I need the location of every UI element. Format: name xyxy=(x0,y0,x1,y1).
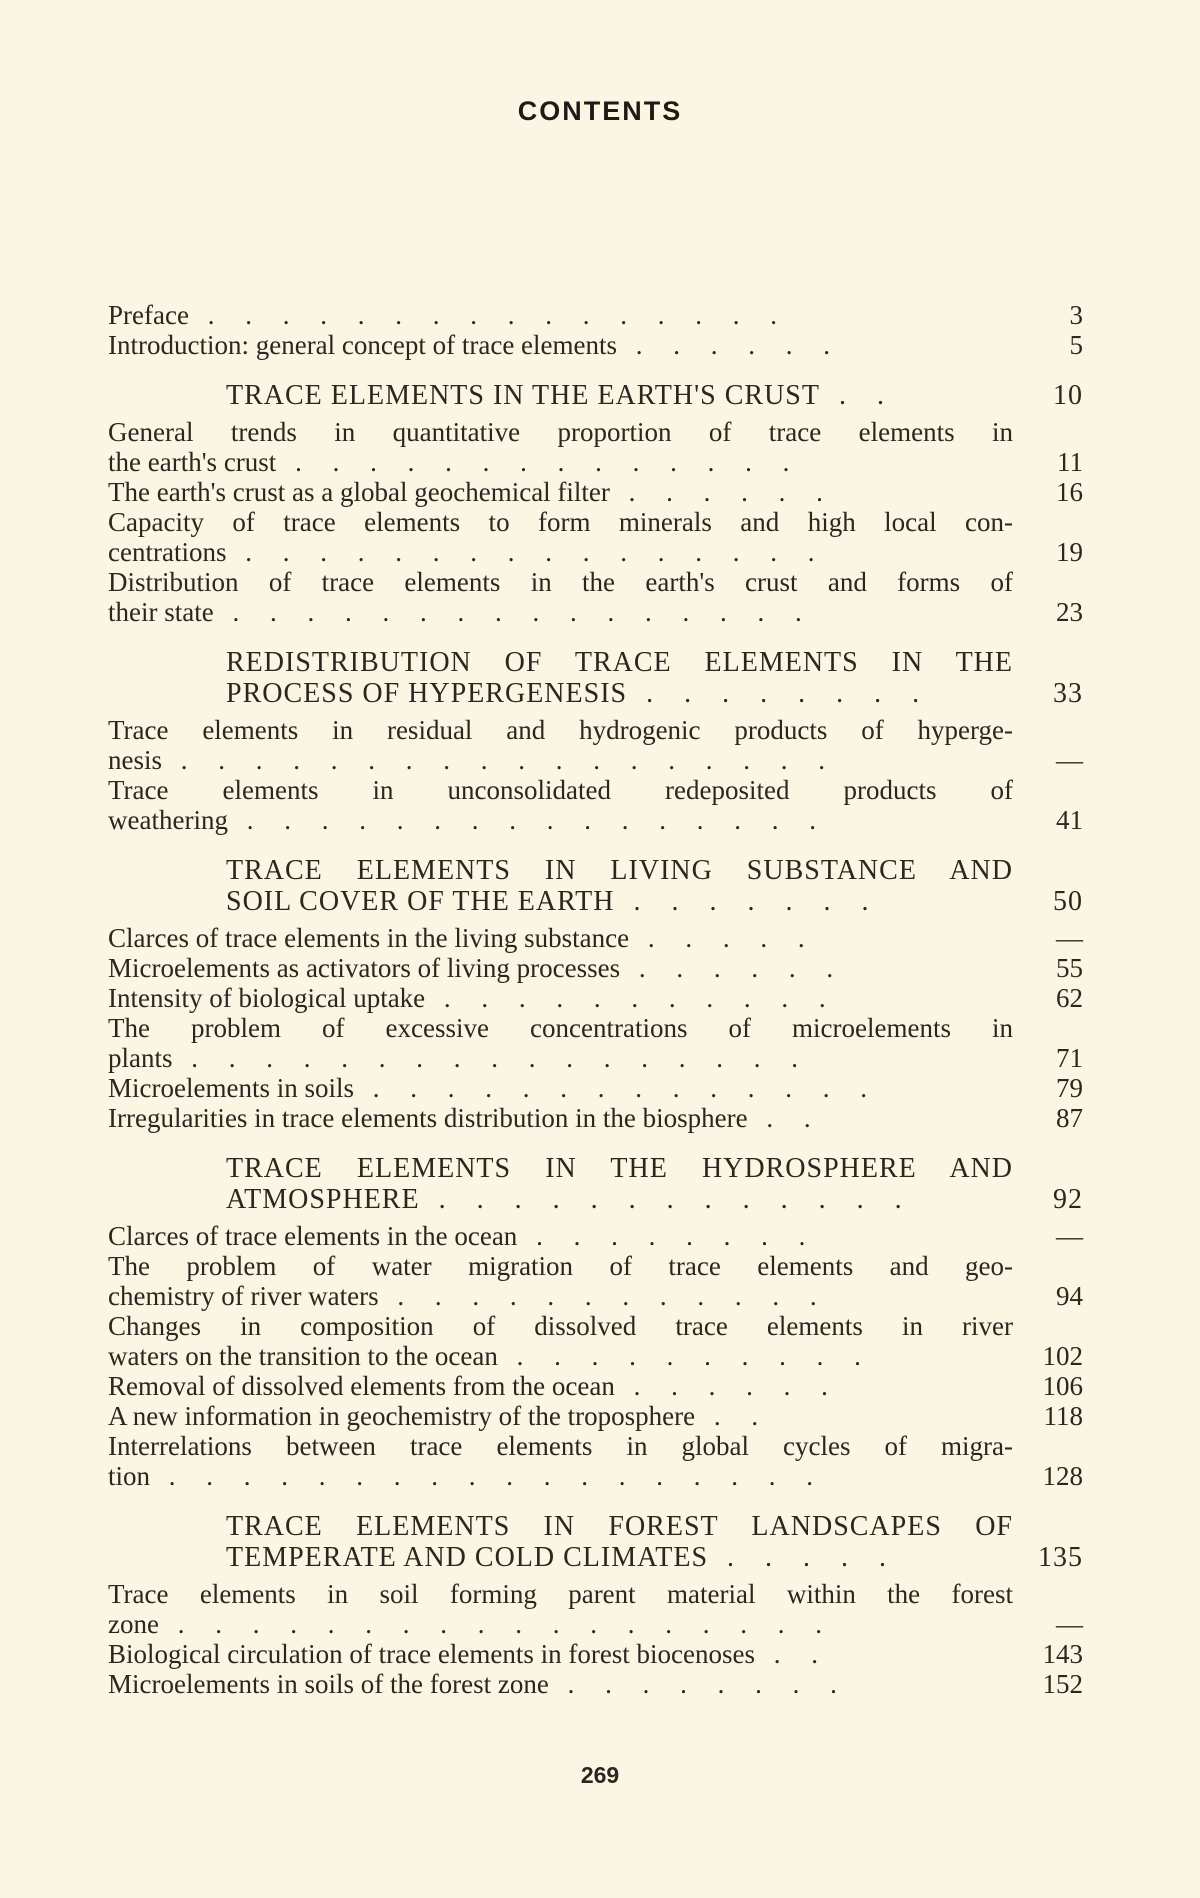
entry-text: chemistry of river waters . . . . . . . . . . . . xyxy=(108,1281,829,1311)
leader-dots: . . . . . . . . . . . . . . . . xyxy=(213,597,814,627)
toc-entry xyxy=(108,775,1083,835)
toc-entry xyxy=(108,507,1083,567)
page-ref: 10 xyxy=(1053,380,1083,411)
page-ref: 135 xyxy=(1038,1542,1083,1573)
section-heading: TRACE ELEMENTS IN THE EARTH'S CRUST . . xyxy=(226,380,896,411)
page-ref: 50 xyxy=(1053,886,1083,917)
entry-text: Trace elements in unconsolidated redeposited products of xyxy=(108,775,1013,805)
toc-section xyxy=(108,1153,1083,1491)
toc-entry xyxy=(108,1251,1083,1311)
section-heading: SOIL COVER OF THE EARTH . . . . . . . xyxy=(226,886,881,917)
page-ref: 19 xyxy=(1056,537,1083,567)
leader-dots: . . xyxy=(819,380,896,411)
entry-text: Introduction: general concept of trace elements . . . . . . xyxy=(108,330,843,360)
leader-dots: . . . . . . . . . . . . . . . . . . xyxy=(162,745,837,775)
entry-text: their state . . . . . . . . . . . . . . . . xyxy=(108,597,814,627)
page-ref: 87 xyxy=(1056,1103,1083,1133)
entry-text: Changes in composition of dissolved trace elements in river xyxy=(108,1311,1013,1341)
toc-entry xyxy=(108,1639,1083,1669)
toc-line xyxy=(108,1609,1083,1639)
leader-dots: . . xyxy=(755,1639,831,1669)
leader-dots: . . . . . . . . xyxy=(517,1221,818,1251)
entry-text: zone . . . . . . . . . . . . . . . . . . xyxy=(108,1609,834,1639)
toc-entry xyxy=(108,1013,1083,1073)
toc-line xyxy=(108,477,1083,507)
toc-line xyxy=(108,1579,1083,1609)
toc-line xyxy=(108,1371,1083,1401)
toc-section xyxy=(108,1511,1083,1699)
entry-text: the earth's crust . . . . . . . . . . . . . . xyxy=(108,447,802,477)
entry-text: Distribution of trace elements in the earth's crust and forms of xyxy=(108,567,1013,597)
leader-dots: . . . . . . xyxy=(620,953,846,983)
toc-entry xyxy=(108,300,1083,330)
toc-entry xyxy=(108,983,1083,1013)
page-ref: 152 xyxy=(1042,1669,1083,1699)
toc-line xyxy=(108,537,1083,567)
page-ref: 79 xyxy=(1056,1073,1083,1103)
page-ref: 94 xyxy=(1056,1281,1083,1311)
entry-text: The earth's crust as a global geochemical filter . . . . . . xyxy=(108,477,835,507)
leader-dots: . . . . . . . . . . . . . . xyxy=(353,1073,879,1103)
page-ref: 106 xyxy=(1042,1371,1083,1401)
section-heading-line xyxy=(108,886,1083,917)
toc-line xyxy=(108,715,1083,745)
entry-text: Preface . . . . . . . . . . . . . . . . xyxy=(108,300,789,330)
leader-dots: . . . . . . . . . . . . xyxy=(378,1281,829,1311)
leader-dots: . . . . . . . . . . . . . . xyxy=(276,447,802,477)
page-ref: 102 xyxy=(1042,1341,1083,1371)
entry-text: Clarces of trace elements in the ocean . . . . . . . . xyxy=(108,1221,818,1251)
page-ref: 11 xyxy=(1057,447,1083,477)
entry-text: Biological circulation of trace elements in forest biocenoses . . xyxy=(108,1639,831,1669)
page-ref: 16 xyxy=(1056,477,1083,507)
leader-dots: . . . . . . . . . . . . . . . . xyxy=(226,537,827,567)
entry-text: Microelements in soils . . . . . . . . . . . . . . xyxy=(108,1073,879,1103)
toc-line xyxy=(108,1103,1083,1133)
page-ref: — xyxy=(1056,923,1083,953)
entry-text: waters on the transition to the ocean . . . . . . . . . . xyxy=(108,1341,873,1371)
toc-line xyxy=(108,1281,1083,1311)
toc-entry xyxy=(108,330,1083,360)
page-ref: 92 xyxy=(1053,1184,1083,1215)
page-ref: — xyxy=(1056,745,1083,775)
entry-text: weathering . . . . . . . . . . . . . . . . xyxy=(108,805,828,835)
section-heading-line xyxy=(108,1511,1083,1542)
toc-entry xyxy=(108,923,1083,953)
toc-line xyxy=(108,1073,1083,1103)
toc-entry xyxy=(108,477,1083,507)
page-ref: 5 xyxy=(1069,330,1083,360)
page-ref: 55 xyxy=(1056,953,1083,983)
entry-text: Microelements as activators of living processes . . . . . . xyxy=(108,953,846,983)
toc-entry xyxy=(108,1311,1083,1371)
toc-entry xyxy=(108,417,1083,477)
page-ref: 128 xyxy=(1042,1461,1083,1491)
toc-entry xyxy=(108,715,1083,775)
toc-line xyxy=(108,507,1083,537)
entry-text: The problem of water migration of trace elements and geo- xyxy=(108,1251,1013,1281)
toc-entry xyxy=(108,1579,1083,1639)
toc-entry xyxy=(108,1103,1083,1133)
toc-line xyxy=(108,1043,1083,1073)
section-heading-line xyxy=(108,1184,1083,1215)
section-heading-line xyxy=(108,1153,1083,1184)
page-ref: 71 xyxy=(1056,1043,1083,1073)
entry-text: The problem of excessive concentrations of microelements in xyxy=(108,1013,1013,1043)
toc-line xyxy=(108,300,1083,330)
toc-line xyxy=(108,567,1083,597)
page-ref: 3 xyxy=(1069,300,1083,330)
toc-entry xyxy=(108,1371,1083,1401)
toc-line xyxy=(108,923,1083,953)
toc-line xyxy=(108,1013,1083,1043)
leader-dots: . . . . . . xyxy=(614,1371,840,1401)
leader-dots: . . . . . . . . . . . . . . . . xyxy=(188,300,789,330)
toc-line xyxy=(108,417,1083,447)
leader-dots: . . . . . . . . . . . . . . . . xyxy=(227,805,828,835)
entry-text: Removal of dissolved elements from the ocean . . . . . . xyxy=(108,1371,840,1401)
toc-section xyxy=(108,647,1083,835)
toc-line xyxy=(108,1311,1083,1341)
toc-entry xyxy=(108,1431,1083,1491)
leader-dots: . . . . . . . . . . . . . . . . . xyxy=(172,1043,810,1073)
leader-dots: . . . . . . . . . . xyxy=(497,1341,873,1371)
page-ref: 118 xyxy=(1043,1401,1083,1431)
entry-text: Trace elements in soil forming parent material within the forest xyxy=(108,1579,1013,1609)
toc-line xyxy=(108,983,1083,1013)
section-heading-line xyxy=(108,380,1083,411)
section-heading: ATMOSPHERE . . . . . . . . . . . . . xyxy=(226,1184,914,1215)
page-ref: 33 xyxy=(1053,678,1083,709)
section-heading: REDISTRIBUTION OF TRACE ELEMENTS IN THE xyxy=(226,647,1013,678)
leader-dots: . . . . . . . . xyxy=(627,678,932,709)
leader-dots: . . xyxy=(695,1401,771,1431)
leader-dots: . . . . . xyxy=(708,1542,899,1573)
leader-dots: . . . . . . . . . . . . . . . . . . xyxy=(150,1461,826,1491)
leader-dots: . . . . . . . . . . . . . xyxy=(419,1184,914,1215)
page-ref: 23 xyxy=(1056,597,1083,627)
entry-text: centrations . . . . . . . . . . . . . . . . xyxy=(108,537,827,567)
leader-dots: . . . . . xyxy=(629,923,817,953)
toc-line xyxy=(108,1461,1083,1491)
toc-entry xyxy=(108,1221,1083,1251)
entry-text: plants . . . . . . . . . . . . . . . . . xyxy=(108,1043,810,1073)
page-title: CONTENTS xyxy=(517,96,683,126)
entry-text: A new information in geochemistry of the troposphere . . xyxy=(108,1401,771,1431)
page-ref: 41 xyxy=(1056,805,1083,835)
toc-entry xyxy=(108,1073,1083,1103)
leader-dots: . . . . . . . . xyxy=(548,1669,849,1699)
toc-entry xyxy=(108,1401,1083,1431)
section-heading-line xyxy=(108,855,1083,886)
page-ref: 143 xyxy=(1042,1639,1083,1669)
section-heading: TRACE ELEMENTS IN FOREST LANDSCAPES OF xyxy=(226,1511,1013,1542)
page-ref: — xyxy=(1056,1221,1083,1251)
toc-entry xyxy=(108,953,1083,983)
leader-dots: . . . . . . xyxy=(609,477,835,507)
table-of-contents xyxy=(108,300,1083,1699)
toc-line xyxy=(108,447,1083,477)
section-heading: TRACE ELEMENTS IN LIVING SUBSTANCE AND xyxy=(226,855,1013,886)
entry-text: Trace elements in residual and hydrogenic products of hyperge- xyxy=(108,715,1013,745)
toc-line xyxy=(108,1639,1083,1669)
toc-line xyxy=(108,745,1083,775)
entry-text: General trends in quantitative proportion of trace elements in xyxy=(108,417,1013,447)
entry-text: Microelements in soils of the forest zone . . . . . . . . xyxy=(108,1669,849,1699)
entry-text: Intensity of biological uptake . . . . . . . . . . . xyxy=(108,983,838,1013)
section-heading: PROCESS OF HYPERGENESIS . . . . . . . . xyxy=(226,678,932,709)
toc-line xyxy=(108,1669,1083,1699)
page-ref: — xyxy=(1056,1609,1083,1639)
leader-dots: . . . . . . . xyxy=(614,886,881,917)
page-number: 269 xyxy=(580,1762,620,1788)
toc-line xyxy=(108,1251,1083,1281)
toc-entry xyxy=(108,1669,1083,1699)
section-heading-line xyxy=(108,647,1083,678)
toc-line xyxy=(108,953,1083,983)
section-heading: TRACE ELEMENTS IN THE HYDROSPHERE AND xyxy=(226,1153,1013,1184)
leader-dots: . . . . . . xyxy=(617,330,843,360)
entry-text: tion . . . . . . . . . . . . . . . . . . xyxy=(108,1461,826,1491)
entry-text: Capacity of trace elements to form minerals and high local con- xyxy=(108,507,1013,537)
section-heading-line xyxy=(108,1542,1083,1573)
toc-section xyxy=(108,380,1083,627)
toc-line xyxy=(108,1431,1083,1461)
entry-text: Interrelations between trace elements in global cycles of migra- xyxy=(108,1431,1013,1461)
toc-line xyxy=(108,775,1083,805)
toc-line xyxy=(108,805,1083,835)
entry-text: nesis . . . . . . . . . . . . . . . . . . xyxy=(108,745,837,775)
leader-dots: . . xyxy=(747,1103,823,1133)
toc-line xyxy=(108,597,1083,627)
section-heading-line xyxy=(108,678,1083,709)
toc-line xyxy=(108,1221,1083,1251)
entry-text: Irregularities in trace elements distribution in the biosphere . . xyxy=(108,1103,823,1133)
toc-line xyxy=(108,1401,1083,1431)
entry-text: Clarces of trace elements in the living substance . . . . . xyxy=(108,923,817,953)
leader-dots: . . . . . . . . . . . . . . . . . . xyxy=(158,1609,834,1639)
toc-line xyxy=(108,330,1083,360)
toc-entry xyxy=(108,567,1083,627)
toc-section xyxy=(108,855,1083,1133)
section-heading: TEMPERATE AND COLD CLIMATES . . . . . xyxy=(226,1542,899,1573)
page-ref: 62 xyxy=(1056,983,1083,1013)
toc-line xyxy=(108,1341,1083,1371)
leader-dots: . . . . . . . . . . . xyxy=(425,983,838,1013)
